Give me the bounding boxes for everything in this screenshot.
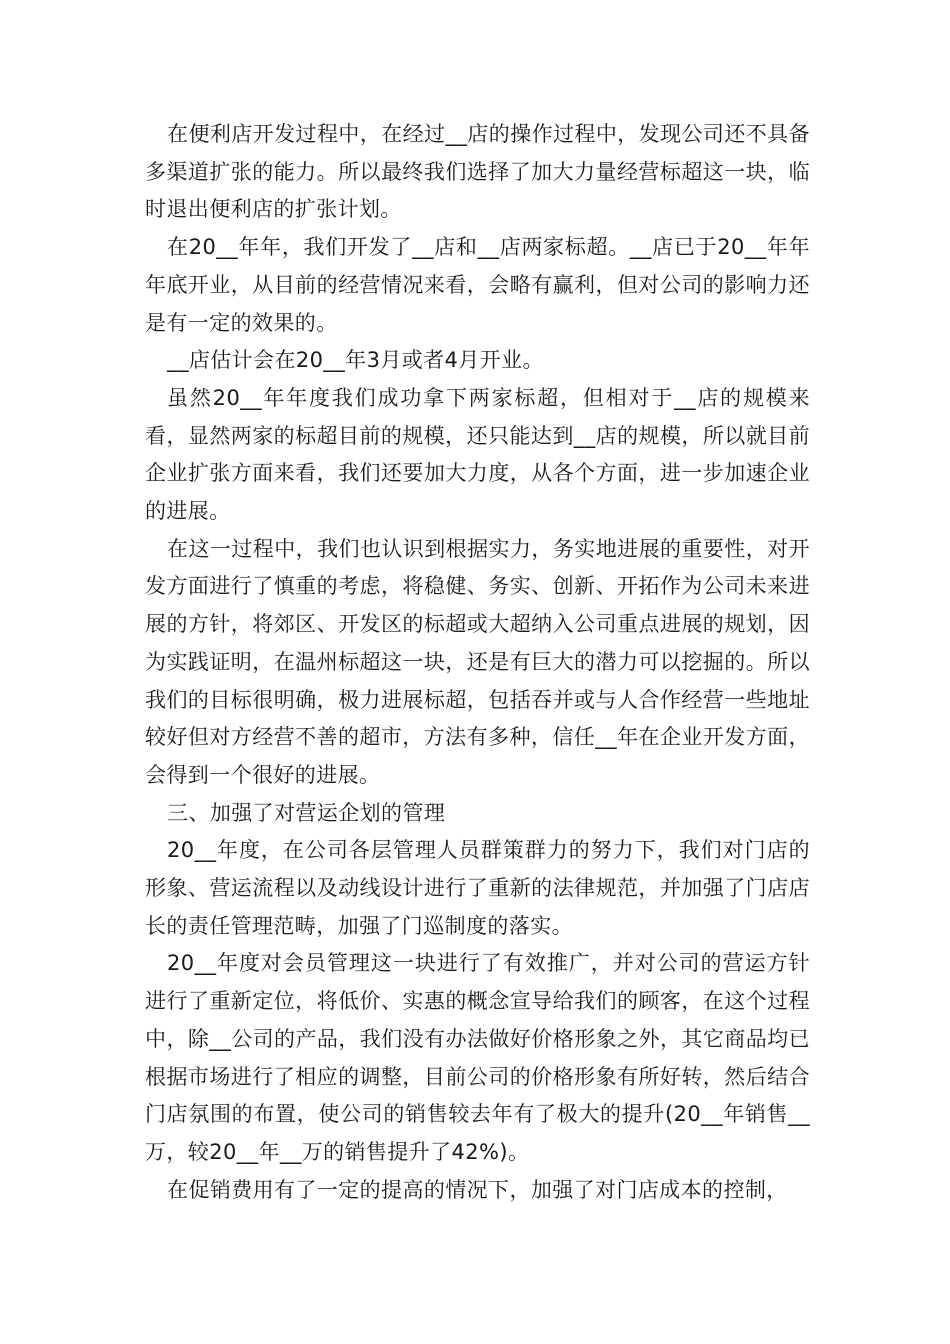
paragraph-expansion-scale: 虽然20__年年度我们成功拿下两家标超，但相对于__店的规模来看，显然两家的标超目前的规模，还只能达到__店的规模，所以就目前企业扩张方面来看，我们还要加大力度，从各个方面，进一步加速企业的进展。 [145,385,810,524]
paragraph-store-image-management: 20__年度，在公司各层管理人员群策群力的努力下，我们对门店的形象、营运流程以及动线设计进行了重新的法律规范，并加强了门店店长的责任管理范畴，加强了门巡制度的落实。 [145,838,810,938]
paragraph-development-strategy: 在这一过程中，我们也认识到根据实力，务实地进展的重要性，对开发方面进行了慎重的考虑，将稳健、务实、创新、开拓作为公司未来进展的方针，将郊区、开发区的标超或大超纳入公司重点进展的规划，因为实践证明，在温州标超这一块，还是有巨大的潜力可以挖掘的。所以我们的目标很明确，极力进展标超，包括吞并或与人合作经营一些地址较好但对方经营不善的超市，方法有多种，信任__年在企业开发方面，会得到一个很好的进展。 [145,536,810,787]
paragraph-two-supermarkets-opened: 在20__年年，我们开发了__店和__店两家标超。__店已于20__年年年底开业，从目前的经营情况来看，会略有赢利，但对公司的影响力还是有一定的效果的。 [145,235,810,335]
document-body [145,116,810,1209]
paragraph-store-opening-estimate: __店估计会在20__年3月或者4月开业。 [167,348,544,373]
paragraph-promotion-cost-control: 在促销费用有了一定的提高的情况下，加强了对门店成本的控制， [167,1177,788,1202]
section-heading-operations-management: 三、加强了对营运企划的管理 [167,800,446,825]
paragraph-convenience-store-development: 在便利店开发过程中，在经过__店的操作过程中，发现公司还不具备多渠道扩张的能力。所以最终我们选择了加大力量经营标超这一块，临时退出便利店的扩张计划。 [145,122,810,222]
paragraph-membership-and-pricing: 20__年度对会员管理这一块进行了有效推广，并对公司的营运方针进行了重新定位，将低价、实惠的概念宣导给我们的顾客，在这个过程中，除__公司的产品，我们没有办法做好价格形象之外，其它商品均已根据市场进行了相应的调整，目前公司的价格形象有所好转，然后结合门店氛围的布置，使公司的销售较去年有了极大的提升(20__年销售__万，较20__年__万的销售提升了42%)。 [145,951,810,1164]
